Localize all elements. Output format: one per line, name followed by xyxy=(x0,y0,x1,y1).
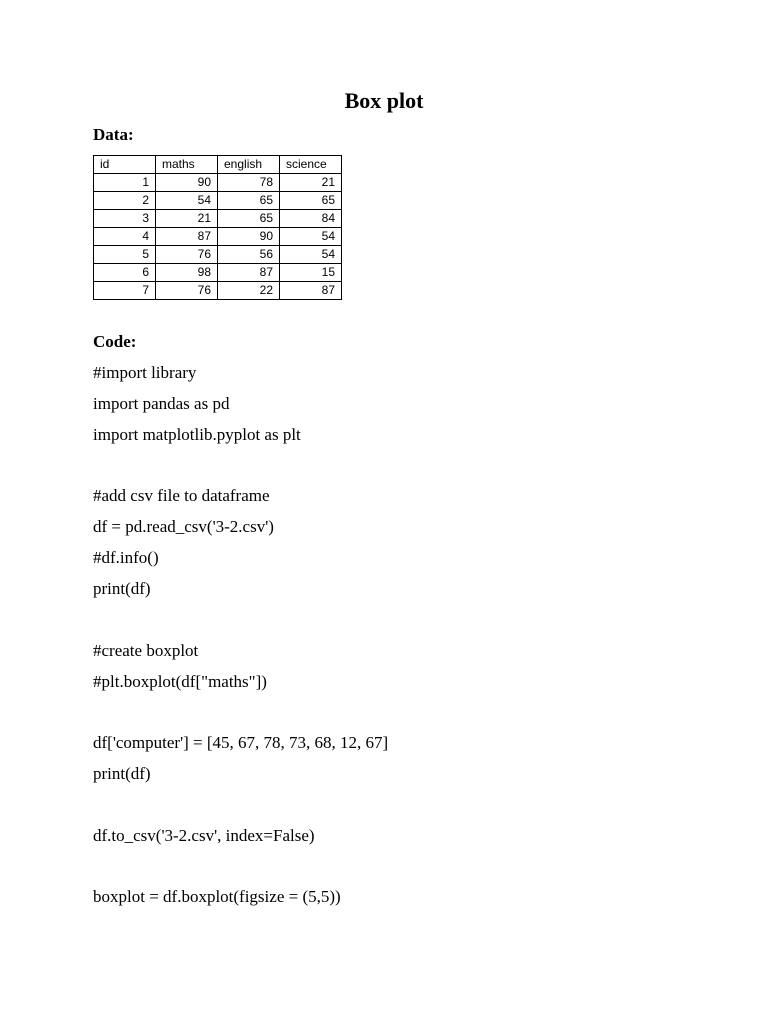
table-cell-id: 7 xyxy=(94,282,156,300)
data-section-label: Data: xyxy=(93,125,134,144)
code-section-label: Code: xyxy=(93,332,137,351)
code-line: #plt.boxplot(df["maths"]) xyxy=(93,672,267,691)
table-cell-science: 84 xyxy=(280,210,342,228)
table-row xyxy=(94,282,342,300)
data-table xyxy=(93,155,342,300)
table-header-row xyxy=(94,156,342,174)
table-cell-science: 21 xyxy=(280,174,342,192)
code-line: import pandas as pd xyxy=(93,394,230,413)
table-cell-maths: 90 xyxy=(156,174,218,192)
table-cell-science: 65 xyxy=(280,192,342,210)
table-row xyxy=(94,192,342,210)
code-line: #create boxplot xyxy=(93,641,199,660)
table-row xyxy=(94,264,342,282)
table-cell-english: 65 xyxy=(218,192,280,210)
table-cell-maths: 21 xyxy=(156,210,218,228)
code-line: #add csv file to dataframe xyxy=(93,486,270,505)
table-cell-english: 65 xyxy=(218,210,280,228)
table-cell-english: 56 xyxy=(218,246,280,264)
table-header-id: id xyxy=(94,156,156,174)
table-cell-english: 22 xyxy=(218,282,280,300)
code-line: print(df) xyxy=(93,764,151,783)
table-header-english: english xyxy=(218,156,280,174)
table-cell-id: 2 xyxy=(94,192,156,210)
table-cell-id: 1 xyxy=(94,174,156,192)
table-cell-id: 5 xyxy=(94,246,156,264)
table-cell-maths: 54 xyxy=(156,192,218,210)
table-cell-maths: 76 xyxy=(156,282,218,300)
table-cell-id: 3 xyxy=(94,210,156,228)
table-header-science: science xyxy=(280,156,342,174)
table-header-maths: maths xyxy=(156,156,218,174)
code-line: df['computer'] = [45, 67, 78, 73, 68, 12, 67] xyxy=(93,733,389,752)
table-row xyxy=(94,174,342,192)
table-cell-science: 87 xyxy=(280,282,342,300)
table-cell-science: 15 xyxy=(280,264,342,282)
code-line: import matplotlib.pyplot as plt xyxy=(93,425,301,444)
table-cell-id: 4 xyxy=(94,228,156,246)
page-title: Box plot xyxy=(344,88,424,113)
table-cell-english: 90 xyxy=(218,228,280,246)
table-cell-id: 6 xyxy=(94,264,156,282)
code-line: print(df) xyxy=(93,579,151,598)
table-cell-english: 78 xyxy=(218,174,280,192)
table-cell-maths: 87 xyxy=(156,228,218,246)
code-line: boxplot = df.boxplot(figsize = (5,5)) xyxy=(93,887,341,906)
table-row xyxy=(94,246,342,264)
table-cell-maths: 76 xyxy=(156,246,218,264)
table-cell-maths: 98 xyxy=(156,264,218,282)
table-cell-science: 54 xyxy=(280,228,342,246)
code-line: df.to_csv('3-2.csv', index=False) xyxy=(93,826,315,845)
code-line: df = pd.read_csv('3-2.csv') xyxy=(93,517,274,536)
table-cell-science: 54 xyxy=(280,246,342,264)
code-line: #df.info() xyxy=(93,548,159,567)
table-row xyxy=(94,210,342,228)
code-line: #import library xyxy=(93,363,197,382)
table-row xyxy=(94,228,342,246)
table-cell-english: 87 xyxy=(218,264,280,282)
